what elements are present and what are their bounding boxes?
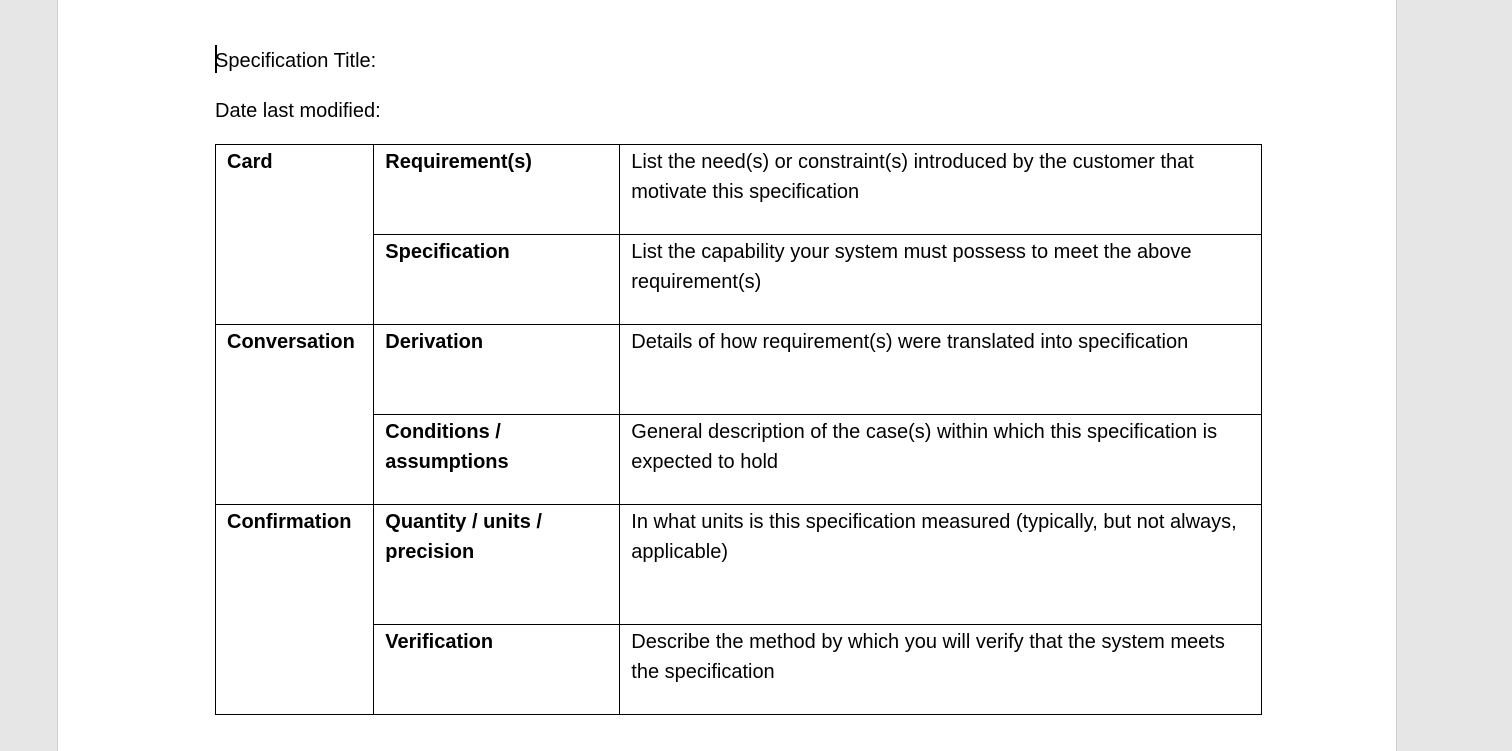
field-cell[interactable]: Verification [374,625,620,715]
document-page[interactable] [57,0,1397,751]
description-cell[interactable]: Details of how requirement(s) were translated into specification [620,325,1262,415]
date-last-modified-label[interactable]: Date last modified: [215,100,381,122]
specification-table[interactable] [215,144,1262,715]
description-cell[interactable]: In what units is this specification measured (typically, but not always, applicable) [620,505,1262,625]
group-cell-card[interactable]: Card [216,145,374,325]
field-cell[interactable]: Conditions / assumptions [374,415,620,505]
description-cell[interactable]: Describe the method by which you will verify that the system meets the specification [620,625,1262,715]
group-cell-confirmation[interactable]: Confirmation [216,505,374,715]
table-row [216,505,1262,625]
description-cell[interactable]: General description of the case(s) within which this specification is expected to hold [620,415,1262,505]
table-row [216,145,1262,235]
field-cell[interactable]: Derivation [374,325,620,415]
table-row [216,325,1262,415]
group-cell-conversation[interactable]: Conversation [216,325,374,505]
description-cell[interactable]: List the capability your system must possess to meet the above requirement(s) [620,235,1262,325]
field-cell[interactable]: Specification [374,235,620,325]
specification-title-label[interactable]: Specification Title: [215,50,377,72]
field-cell[interactable]: Requirement(s) [374,145,620,235]
field-cell[interactable]: Quantity / units / precision [374,505,620,625]
description-cell[interactable]: List the need(s) or constraint(s) introduced by the customer that motivate this specification [620,145,1262,235]
